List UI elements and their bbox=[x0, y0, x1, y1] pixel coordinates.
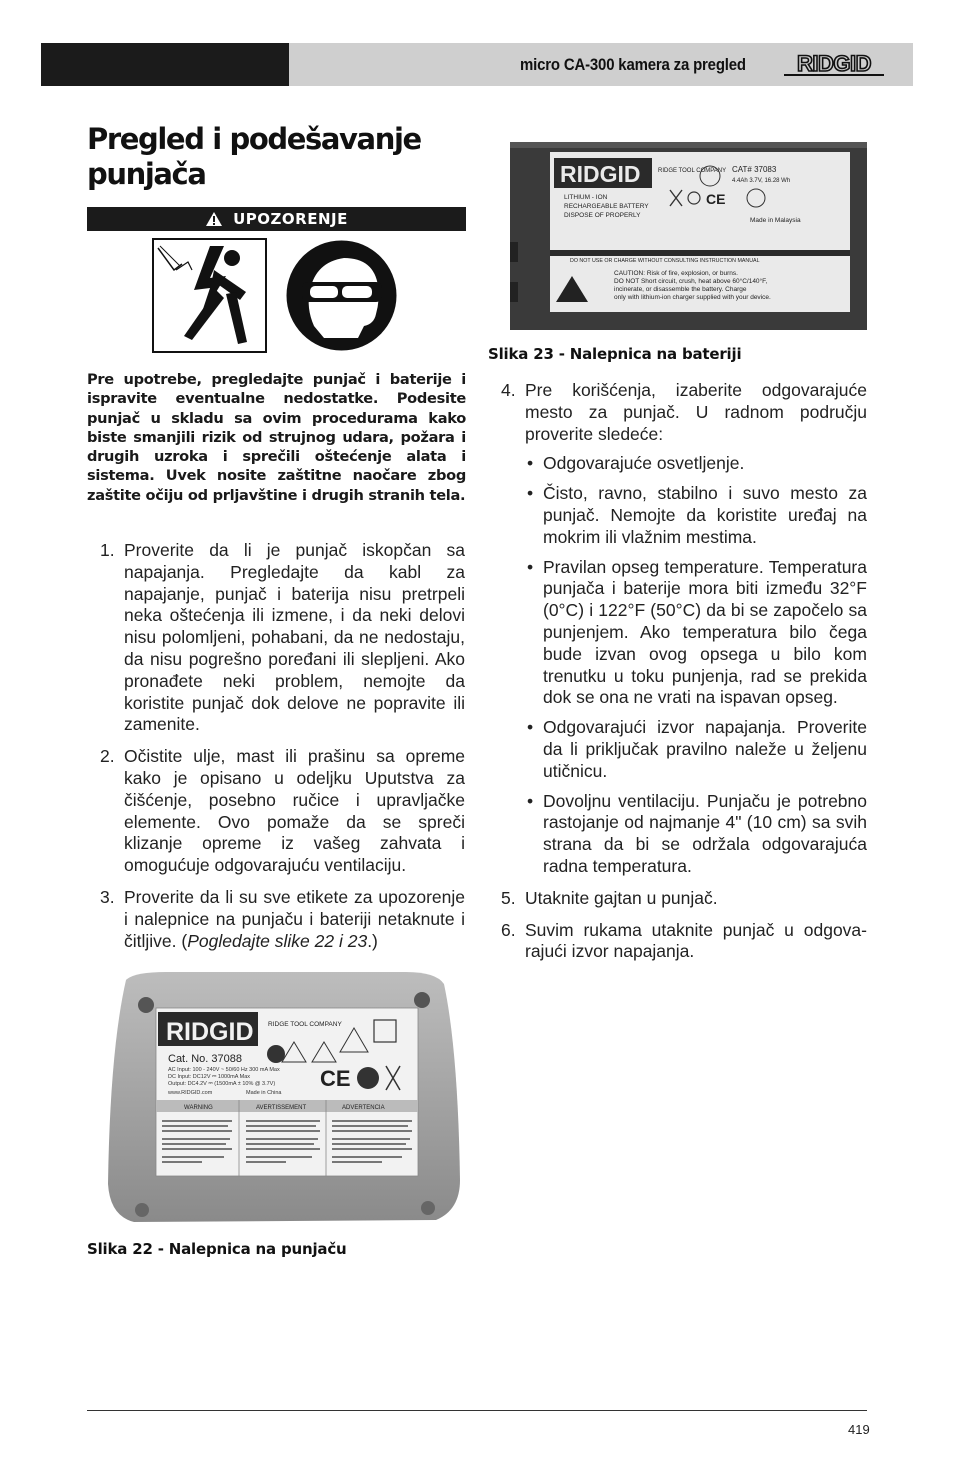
svg-text:CE: CE bbox=[706, 191, 726, 207]
svg-text:Made in China: Made in China bbox=[246, 1090, 282, 1096]
svg-text:WARNING: WARNING bbox=[184, 1105, 213, 1111]
footer-divider bbox=[87, 1410, 867, 1411]
bullet-item: • Dovoljnu ventilaciju. Punjaču je potrebno rastojanje od najmanje 4" (10 cm) sa svih strana da bi se održala odgovarajuća radna temperatura. bbox=[525, 791, 867, 878]
svg-text:CE: CE bbox=[320, 1066, 351, 1091]
charger-label-image bbox=[106, 970, 462, 1228]
page-number: 419 bbox=[848, 1422, 870, 1437]
steps-right bbox=[488, 380, 867, 973]
svg-text:LITHIUM - ION: LITHIUM - ION bbox=[564, 194, 608, 201]
step-text: Utaknite gajtan u punjač. bbox=[525, 887, 718, 908]
svg-text:AVERTISSEMENT: AVERTISSEMENT bbox=[256, 1105, 307, 1111]
svg-text:RIDGID: RIDGID bbox=[797, 51, 871, 76]
svg-text:only with lithium-ion charger: only with lithium-ion charger supplied with your device. bbox=[614, 294, 771, 301]
step-text: Suvim rukama utaknite punjač u odgova-rajući izvor napajanja. bbox=[525, 919, 867, 962]
svg-text:CAT# 37083: CAT# 37083 bbox=[732, 165, 777, 174]
svg-text:RIDGID: RIDGID bbox=[166, 1018, 254, 1046]
list-item: 3. Proverite da li su sve etikete za upozorenje i nalepnice na punjaču i bateriji netaknute i čitljive. (Pogledajte slike 22 i 23.) bbox=[100, 886, 465, 951]
safety-glasses-icon bbox=[284, 238, 399, 353]
svg-text:DC Input: DC12V ⎓ 1000mA Max: DC Input: DC12V ⎓ 1000mA Max bbox=[168, 1074, 251, 1080]
header-title: micro CA-300 kamera za pregled bbox=[520, 55, 746, 74]
battery-label-image bbox=[510, 142, 867, 330]
steps-left bbox=[87, 540, 465, 962]
step-text: Pre korišćenja, izaberite odgovarajuće mesto za punjač. U radnom području proverite sledeće: bbox=[525, 380, 867, 444]
svg-text:incinerate, or disassemble the: incinerate, or disassemble the battery. Charge bbox=[614, 286, 747, 293]
svg-text:DO NOT USE OR CHARGE WITHOUT C: DO NOT USE OR CHARGE WITHOUT CONSULTING INSTRUCTION MANUAL bbox=[570, 258, 760, 264]
list-item: 2. Očistite ulje, mast ili prašinu sa opreme kako je opisano u odeljku Uputstva za čišćenje, posebno ručice i upravljačke elemente. Ovo pomaže da se spreči klizanje opreme iz vašeg zahvata i omogućuje odgovarajuću ventilaciju. bbox=[100, 746, 465, 876]
step-text: Očistite ulje, mast ili prašinu sa opreme kako je opisano u odeljku Uputstva za čišćenje, posebno ručice i upravljačke elemente. Ovo pomaže da se spreči klizanje opreme iz vašeg zahvata i omogućuje odgovarajuću ventilaciju. bbox=[124, 746, 465, 876]
bullet-item: • Odgovarajući izvor napajanja. Proverite da li priključak pravilno naleže u željenu utičnicu. bbox=[525, 717, 867, 782]
ridgid-logo bbox=[782, 51, 886, 77]
list-item: 4. Pre korišćenja, izaberite odgovarajuće mesto za punjač. U radnom području proverite sledeće: • Odgovarajuće osvetljenje. • Čisto, ravno, stabilno i suvo mesto za punjač. Nemojte da koristite uređaj na mokrim ili vlažnim mestima. • Pravilan opseg temperature. Temperatura punjača i baterije mora biti između 32°F (0°C) i 122°F (50°C) da bi se započelo sa punjenjem. Ako temperatura bilo čega bude izvan ovog opsega u bilo kom trenutku u toku punjenja, rad se prekida dok se ona ne vrati na ispavan opseg. • Odgovarajući izvor napajanja. Proverite da li priključak pravilno naleže u željenu utičnicu. • Dovoljnu ventilaciju. Punjaču je potrebno rastojanje od najmanje 4" (10 cm) sa svih strana da bi se održala odgovarajuća radna temperatura. bbox=[488, 380, 867, 878]
svg-text:RIDGE TOOL COMPANY: RIDGE TOOL COMPANY bbox=[268, 1021, 342, 1028]
electric-shock-icon bbox=[152, 238, 267, 353]
svg-text:RIDGID: RIDGID bbox=[560, 161, 641, 187]
svg-text:AC Input: 100 - 240V ~ 50/60 H: AC Input: 100 - 240V ~ 50/60 Hz 300 mA Max bbox=[168, 1067, 280, 1073]
svg-text:DO NOT Short circuit, crush, h: DO NOT Short circuit, crush, heat above 60°C/140°F, bbox=[614, 278, 768, 285]
step-text: Proverite da li je punjač iskopčan sa napajanja. Pregledajte da kabl za napajanje, punjač i baterija nisu pretrpeli neka oštećenja ili izmene, i da neki delovi nisu polomljeni, pohabani, da ne nedostaju, da nisu pogrešno poređani ili slepljeni. Ako pronađete neki problem, nemojte da koristite punjač dok delove ne popravite ili zamenite. bbox=[124, 540, 465, 735]
svg-text:Made in Malaysia: Made in Malaysia bbox=[750, 217, 801, 224]
bullet-item: • Odgovarajuće osvetljenje. bbox=[525, 453, 867, 475]
figure-22-caption: Slika 22 - Nalepnica na punjaču bbox=[87, 1240, 347, 1258]
page-title: Pregled i podešavanje punjača bbox=[87, 122, 421, 191]
warning-label: UPOZORENJE bbox=[233, 210, 348, 228]
svg-text:CAUTION: Risk of fire, explosi: CAUTION: Risk of fire, explosion, or burns. bbox=[614, 270, 738, 277]
header-black-bar bbox=[41, 43, 289, 86]
svg-text:ADVERTENCIA: ADVERTENCIA bbox=[342, 1105, 385, 1111]
warning-text: Pre upotrebe, pregledajte punjač i baterije i ispravite eventualne nedostatke. Podesite punjač u skladu sa ovim procedurama kako biste smanjili rizik od strujnog udara, požara i drugih uzroka i sprečili oštećenje alata i sistema. Uvek nosite zaštitne naočare zbog zaštite očiju od prljavštine i drugih stranih tela. bbox=[87, 371, 466, 504]
figure-23-caption: Slika 23 - Nalepnica na bateriji bbox=[488, 345, 742, 363]
list-item: 1. Proverite da li je punjač iskopčan sa napajanja. Pregledajte da kabl za napajanje, punjač i baterija nisu pretrpeli neka oštećenja ili izmene, i da neki delovi nisu polomljeni, pohabani, da ne nedostaju, da nisu pogrešno poređani ili slepljeni. Ako pronađete neki problem, nemojte da koristite punjač dok delove ne popravite ili zamenite. bbox=[100, 540, 465, 735]
svg-text:4.4Ah 3.7V, 16.28 Wh: 4.4Ah 3.7V, 16.28 Wh bbox=[732, 178, 791, 184]
warning-bar bbox=[87, 207, 466, 231]
svg-text:RECHARGEABLE BATTERY: RECHARGEABLE BATTERY bbox=[564, 203, 649, 210]
svg-text:Cat. No. 37088: Cat. No. 37088 bbox=[168, 1053, 242, 1065]
svg-text:www.RIDGID.com: www.RIDGID.com bbox=[168, 1090, 213, 1096]
bullet-list bbox=[525, 453, 867, 877]
bullet-item: • Pravilan opseg temperature. Temperatura punjača i baterije mora biti između 32°F (0°C) i 122°F (50°C) da bi se započelo sa punjenjem. Ako temperatura bilo čega bude izvan ovog opsega u bilo kom trenutku u toku punjenja, rad se prekida dok se ona ne vrati na ispavan opseg. bbox=[525, 557, 867, 710]
bullet-item: • Čisto, ravno, stabilno i suvo mesto za punjač. Nemojte da koristite uređaj na mokrim ili vlažnim mestima. bbox=[525, 483, 867, 548]
list-item: 6. Suvim rukama utaknite punjač u odgova-rajući izvor napajanja. bbox=[501, 919, 867, 962]
warning-triangle-icon bbox=[205, 211, 223, 227]
svg-text:Output: DC4.2V ⎓ (1500mA ± 10%: Output: DC4.2V ⎓ (1500mA ± 10% @ 3.7V) bbox=[168, 1081, 276, 1087]
list-item: 5. Utaknite gajtan u punjač. bbox=[501, 887, 718, 908]
svg-text:RIDGE TOOL COMPANY: RIDGE TOOL COMPANY bbox=[658, 168, 727, 174]
svg-text:DISPOSE OF PROPERLY: DISPOSE OF PROPERLY bbox=[564, 212, 641, 219]
step-text: Proverite da li su sve etikete za upozorenje i nalepnice na punjaču i bateriji netaknute i čitljive. (Pogledajte slike 22 i 23.) bbox=[124, 886, 465, 951]
